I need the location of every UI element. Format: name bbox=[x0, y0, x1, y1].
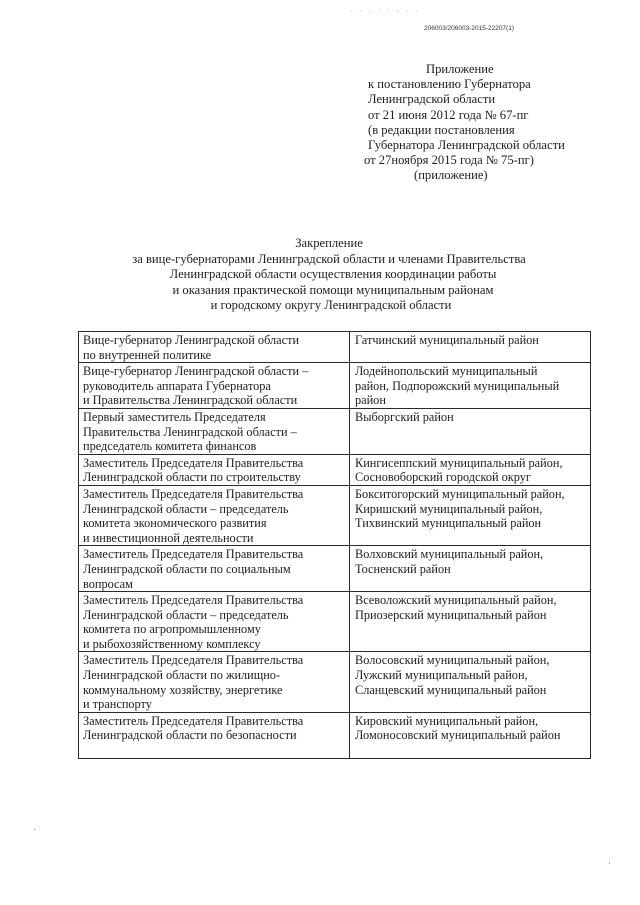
appendix-heading: Приложение bbox=[426, 62, 494, 76]
title-heading: Закрепление bbox=[295, 236, 363, 250]
table-row bbox=[79, 363, 591, 409]
district-line: Всеволожский муниципальный район, bbox=[355, 593, 557, 608]
appendix-line: Ленинградской области bbox=[368, 92, 496, 107]
official-line: Заместитель Председателя Правительства bbox=[83, 455, 304, 470]
official-line: Заместитель Председателя Правительства bbox=[83, 713, 304, 728]
official-cell bbox=[79, 454, 350, 485]
document-title bbox=[0, 236, 640, 314]
official-line: по внутренней политике bbox=[83, 347, 212, 362]
districts-cell bbox=[350, 592, 591, 652]
official-line: и инвестиционной деятельности bbox=[83, 530, 254, 545]
official-cell bbox=[79, 592, 350, 652]
official-line: руководитель аппарата Губернатора bbox=[83, 378, 271, 393]
table-row bbox=[79, 712, 591, 758]
district-line: Тосненский район bbox=[355, 561, 451, 576]
title-line: и городскому округу Ленинградской области bbox=[210, 298, 452, 313]
table-row bbox=[79, 454, 591, 485]
official-cell bbox=[79, 363, 350, 409]
table-row bbox=[79, 408, 591, 454]
table-row bbox=[79, 652, 591, 712]
district-line: Сосновоборский городской округ bbox=[355, 470, 531, 485]
assignment-table-body bbox=[79, 332, 591, 759]
table-row bbox=[79, 485, 591, 545]
districts-cell bbox=[350, 652, 591, 712]
appendix-line: (приложение) bbox=[414, 168, 488, 183]
official-cell bbox=[79, 546, 350, 592]
district-line: Кингисеппский муниципальный район, bbox=[355, 455, 563, 470]
official-line: Заместитель Председателя Правительства bbox=[83, 547, 304, 562]
official-line: и транспорту bbox=[83, 697, 152, 712]
official-cell bbox=[79, 652, 350, 712]
official-line: коммунальному хозяйству, энергетике bbox=[83, 682, 283, 697]
district-line: Приозерский муниципальный район bbox=[355, 607, 547, 622]
title-line: и оказания практической помощи муниципальным районам bbox=[172, 282, 494, 297]
districts-cell bbox=[350, 363, 591, 409]
appendix-line: от 21 июня 2012 года № 67-пг bbox=[368, 107, 529, 122]
district-line: Тихвинский муниципальный район bbox=[355, 516, 542, 531]
district-line: Волосовский муниципальный район, bbox=[355, 653, 550, 668]
district-line: Сланцевский муниципальный район bbox=[355, 682, 547, 697]
official-line: Вице-губернатор Ленинградской области – bbox=[83, 364, 309, 379]
district-line: Киришский муниципальный район, bbox=[355, 501, 543, 516]
official-line: Правительства Ленинградской области – bbox=[83, 424, 297, 439]
official-line: Первый заместитель Председателя bbox=[83, 409, 266, 424]
official-cell bbox=[79, 332, 350, 363]
official-line: Ленинградской области по безопасности bbox=[83, 728, 297, 743]
appendix-line: (в редакции постановления bbox=[368, 122, 515, 137]
official-line: комитета по агропромышленному bbox=[83, 622, 261, 637]
appendix-line: от 27ноября 2015 года № 75-пг) bbox=[364, 153, 534, 168]
districts-cell bbox=[350, 332, 591, 363]
official-cell bbox=[79, 408, 350, 454]
appendix-line: Губернатора Ленинградской области bbox=[368, 138, 565, 153]
official-line: Ленинградской области – председатель bbox=[83, 501, 289, 516]
official-line: Ленинградской области по строительству bbox=[83, 470, 301, 485]
official-cell bbox=[79, 485, 350, 545]
official-line: и Правительства Ленинградской области bbox=[83, 393, 298, 408]
scan-artifact bbox=[609, 863, 610, 864]
official-line: комитета экономического развития bbox=[83, 516, 267, 531]
appendix-block bbox=[362, 62, 622, 184]
official-line: Ленинградской области – председатель bbox=[83, 607, 289, 622]
official-line: Ленинградской области по жилищно- bbox=[83, 668, 281, 683]
district-line: Кировский муниципальный район, bbox=[355, 713, 539, 728]
table-row bbox=[79, 592, 591, 652]
district-line: район, Подпорожский муниципальный bbox=[355, 378, 560, 393]
assignment-table bbox=[78, 331, 591, 759]
official-line: Вице-губернатор Ленинградской области bbox=[83, 333, 300, 347]
scan-artifact: · · · · · · · · bbox=[350, 8, 420, 15]
official-line: и рыбохозяйственному комплексу bbox=[83, 636, 261, 651]
scan-artifact bbox=[34, 829, 35, 830]
districts-cell bbox=[350, 485, 591, 545]
official-line: Заместитель Председателя Правительства bbox=[83, 593, 304, 608]
document-id: 206003/206003-2015-22207(1) bbox=[424, 25, 514, 32]
official-line: Заместитель Председателя Правительства bbox=[83, 486, 304, 501]
table-row bbox=[79, 332, 591, 363]
district-line: район bbox=[355, 393, 386, 408]
district-line: Выборгский район bbox=[355, 409, 454, 424]
district-line: Бокситогорский муниципальный район, bbox=[355, 486, 565, 501]
districts-cell bbox=[350, 408, 591, 454]
districts-cell bbox=[350, 712, 591, 758]
title-line: Ленинградской области осуществления координации работы bbox=[169, 267, 497, 282]
official-line: Заместитель Председателя Правительства bbox=[83, 653, 304, 668]
title-line: за вице-губернаторами Ленинградской области и членами Правительства bbox=[132, 251, 526, 266]
districts-cell bbox=[350, 454, 591, 485]
official-line: председатель комитета финансов bbox=[83, 439, 257, 454]
district-line: Лужский муниципальный район, bbox=[355, 668, 528, 683]
district-line: Лодейнопольский муниципальный bbox=[355, 364, 538, 379]
appendix-line: к постановлению Губернатора bbox=[368, 77, 531, 92]
official-line: Ленинградской области по социальным bbox=[83, 561, 291, 576]
official-cell bbox=[79, 712, 350, 758]
district-line: Гатчинский муниципальный район bbox=[355, 333, 539, 347]
district-line: Ломоносовский муниципальный район bbox=[355, 728, 561, 743]
districts-cell bbox=[350, 546, 591, 592]
table-row bbox=[79, 546, 591, 592]
district-line: Волховский муниципальный район, bbox=[355, 547, 544, 562]
official-line: вопросам bbox=[83, 576, 133, 591]
